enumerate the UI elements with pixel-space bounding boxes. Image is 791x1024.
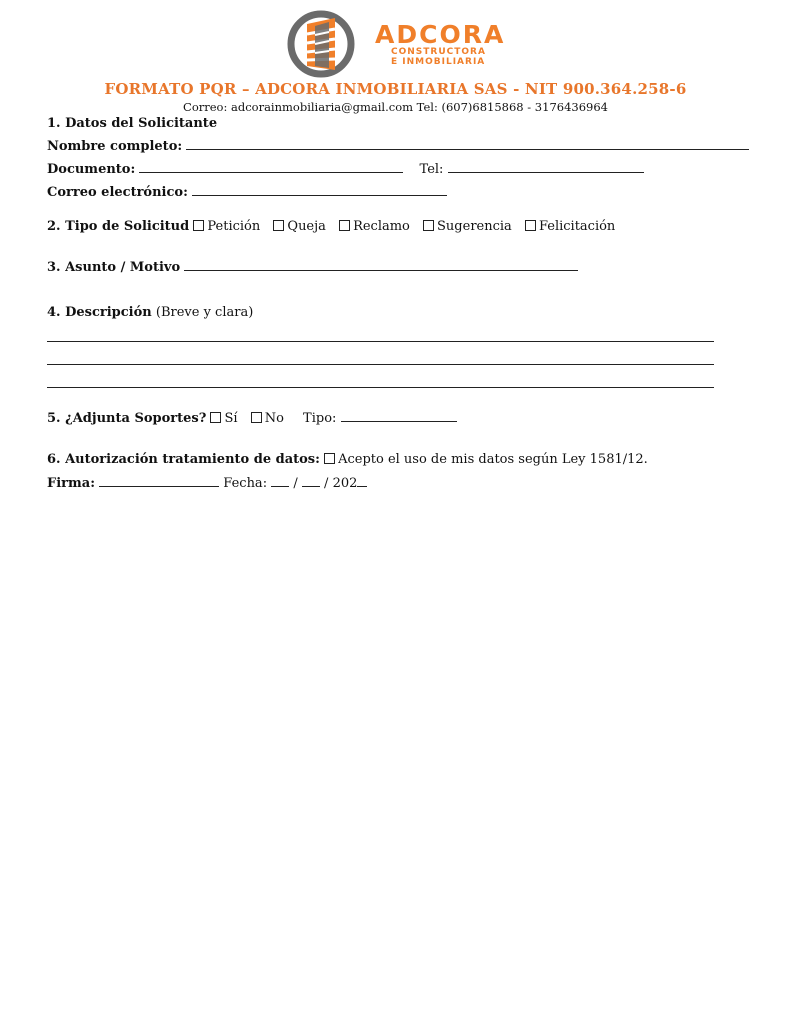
documento-row xyxy=(47,161,644,177)
fecha-year-prefix: 202 xyxy=(332,476,358,491)
correo-row xyxy=(47,184,447,200)
option-peticion[interactable]: Petición xyxy=(193,219,260,234)
section2-heading: 2. Tipo de Solicitud xyxy=(47,219,190,234)
nombre-row xyxy=(47,138,749,154)
checkbox-icon[interactable] xyxy=(525,220,536,231)
documento-field[interactable] xyxy=(139,161,403,173)
nombre-field[interactable] xyxy=(186,138,749,150)
option-reclamo[interactable]: Reclamo xyxy=(339,219,410,234)
section4-heading: 4. Descripción xyxy=(47,305,152,320)
logo-text xyxy=(375,22,505,67)
adcora-logo xyxy=(285,8,515,80)
tel-field[interactable] xyxy=(448,161,644,173)
option-si[interactable]: Sí xyxy=(210,411,237,426)
asunto-row xyxy=(47,259,578,275)
form-title: FORMATO PQR – ADCORA INMOBILIARIA SAS - NIT 900.364.258-6 xyxy=(104,80,687,98)
descripcion-line-3[interactable] xyxy=(47,387,714,388)
tipo-solicitud-row xyxy=(47,219,624,234)
correo-label: Correo electrónico: xyxy=(47,185,188,200)
section3-heading: 3. Asunto / Motivo xyxy=(47,260,181,275)
checkbox-icon[interactable] xyxy=(193,220,204,231)
section1-heading: 1. Datos del Solicitante xyxy=(47,116,218,131)
fecha-sep-2: / xyxy=(324,476,329,491)
option-queja[interactable]: Queja xyxy=(273,219,326,234)
checkbox-icon[interactable] xyxy=(339,220,350,231)
descripcion-row xyxy=(47,305,253,320)
contact-line: Correo: adcorainmobiliaria@gmail.com Tel: (607)6815868 - 3176436964 xyxy=(183,100,608,114)
section6-heading: 6. Autorización tratamiento de datos: xyxy=(47,452,320,467)
fecha-month-field[interactable] xyxy=(302,475,320,487)
fecha-label: Fecha: xyxy=(223,476,268,491)
checkbox-icon[interactable] xyxy=(210,412,221,423)
tipo-label: Tipo: xyxy=(303,411,337,426)
firma-row xyxy=(47,475,367,491)
firma-label: Firma: xyxy=(47,476,95,491)
option-no[interactable]: No xyxy=(251,411,284,426)
descripcion-line-2[interactable] xyxy=(47,364,714,365)
tel-label: Tel: xyxy=(419,162,444,177)
logo-brand: ADCORA xyxy=(375,20,506,49)
consent-option[interactable] xyxy=(324,452,648,467)
fecha-day-field[interactable] xyxy=(271,475,289,487)
tipo-field[interactable] xyxy=(341,410,457,422)
section4-hint: (Breve y clara) xyxy=(155,305,254,320)
building-logo-icon xyxy=(285,8,357,80)
logo-sub-2: E INMOBILIARIA xyxy=(391,57,486,67)
checkbox-icon[interactable] xyxy=(324,453,335,464)
documento-label: Documento: xyxy=(47,162,136,177)
option-sugerencia[interactable]: Sugerencia xyxy=(423,219,512,234)
correo-field[interactable] xyxy=(192,184,447,196)
option-felicitacion[interactable]: Felicitación xyxy=(525,219,615,234)
asunto-field[interactable] xyxy=(184,259,578,271)
section5-heading: 5. ¿Adjunta Soportes? xyxy=(47,411,207,426)
fecha-sep-1: / xyxy=(293,476,298,491)
nombre-label: Nombre completo: xyxy=(47,139,183,154)
logo-sub-1: CONSTRUCTORA xyxy=(391,47,486,57)
autorizacion-row xyxy=(47,452,648,467)
checkbox-icon[interactable] xyxy=(273,220,284,231)
descripcion-line-1[interactable] xyxy=(47,341,714,342)
fecha-year-field[interactable] xyxy=(357,475,367,487)
consent-text: Acepto el uso de mis datos según Ley 1581/12. xyxy=(338,452,648,467)
firma-field[interactable] xyxy=(99,475,219,487)
checkbox-icon[interactable] xyxy=(423,220,434,231)
soportes-row xyxy=(47,410,457,426)
checkbox-icon[interactable] xyxy=(251,412,262,423)
